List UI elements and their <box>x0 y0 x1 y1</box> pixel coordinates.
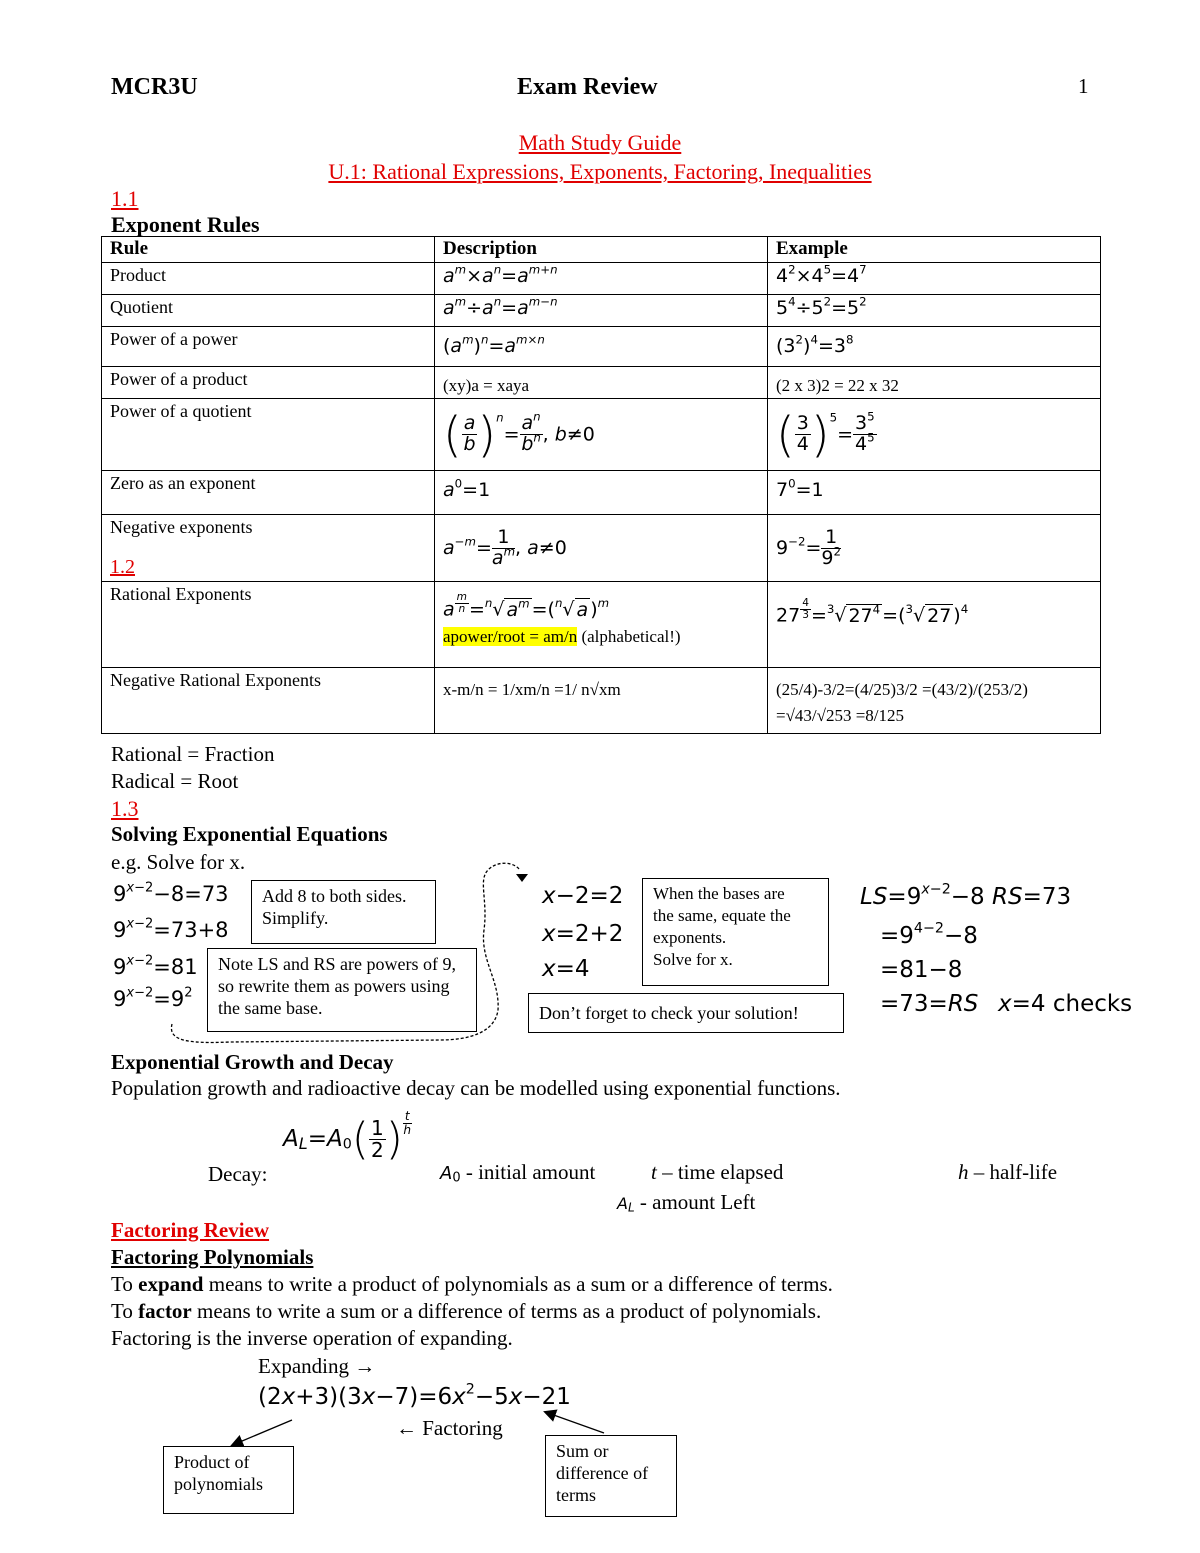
check-step-3: =73=RS <box>880 991 979 1017</box>
initial-amount-legend: $A_0$ - initial amount <box>440 1160 596 1186</box>
exponent-equation-3: x=4 <box>542 956 590 982</box>
half-life-legend: h – half-life <box>958 1160 1058 1184</box>
rational-exponent-mnemonic: apower/root = am/n <box>443 626 578 646</box>
col-header-rule: Rule <box>102 237 435 263</box>
equation-step-2: $9^{x-2}=73+8$ <box>113 916 229 942</box>
table-row: Quotient $a^m\div a^n=a^{m-n}$ $5^4\div 5^2=5^2$ <box>102 295 1101 327</box>
section-1-3: 1.3 <box>111 796 139 821</box>
table-row: Negative Rational Exponents x-m/n = 1/xm/n =1/ n√xm (25/4)-3/2=(4/25)3/2 =(43/2)/(253/2) =√43/√253 =8/125 <box>102 668 1101 734</box>
rational-definition: Rational = Fraction <box>111 742 275 766</box>
table-row: Rational Exponents a $^{\frac{m}{n}}$ =$^n$√ $a^m =(^n√$ a )$^m$ apower/root = am/n (alphabetical!) 27 $^{\frac{4}{3}}$ =$^3$√ $27^4 =(^3√$ 27 )$^4$ <box>102 582 1101 668</box>
table-row: Product $a^m\times a^n=a^{m+n}$ $4^2\times 4^5=4^7$ <box>102 263 1101 295</box>
exponent-equation-2: x=2+2 <box>542 921 624 947</box>
arrow-to-product <box>235 1420 292 1444</box>
dashed-arrow <box>171 863 520 1042</box>
inverse-operation-note: Factoring is the inverse operation of expanding. <box>111 1326 513 1350</box>
equation-step-1: $9^{x-2}-8=73$ <box>113 880 229 906</box>
exponent-equation-1: x−2=2 <box>542 883 624 909</box>
table-row: Power of a quotient ( $\frac{a}{b}$ )$^n$= $\frac{a^n}{b^n}$ , b≠0 ( $\frac{3}{4}$ )$^5$= $\frac{3^5}{4^5}$ <box>102 399 1101 471</box>
growth-decay-heading: Exponential Growth and Decay <box>111 1050 394 1074</box>
expand-definition: To expand means to write a product of polynomials as a sum or a difference of terms. <box>111 1272 833 1296</box>
check-ls-rs: $LS=9^{x-2}-8$ RS=73 <box>860 881 1072 910</box>
page-number: 1 <box>1078 74 1089 98</box>
solving-heading: Solving Exponential Equations <box>111 822 388 846</box>
exponent-rules-heading: Exponent Rules <box>111 212 260 237</box>
equation-step-4: $9^{x-2}=9^2$ <box>113 985 193 1011</box>
col-header-example: Example <box>768 237 1101 263</box>
table-row: Zero as an exponent $a^0=1$ $7^0=1$ <box>102 471 1101 515</box>
table-row: Power of a product (xy)a = xaya (2 x 3)2 = 22 x 32 <box>102 367 1101 399</box>
check-step-2: =81−8 <box>880 957 963 983</box>
factoring-polynomials-heading: Factoring Polynomials <box>111 1245 314 1269</box>
product-of-polynomials-box: Product of polynomials <box>163 1446 294 1514</box>
amount-left-legend: $A_L$ - amount Left <box>617 1190 756 1215</box>
equation-step-3: $9^{x-2}=81$ <box>113 953 198 979</box>
page-title: Exam Review <box>517 74 658 100</box>
equate-exponents-note-box: When the bases are the same, equate the exponents. Solve for x. <box>642 878 829 986</box>
section-1-1: 1.1 <box>111 186 139 211</box>
arrow-to-sum <box>548 1413 604 1433</box>
dashed-arrow-head <box>516 874 528 882</box>
course-code: MCR3U <box>111 74 198 100</box>
table-row: Negative exponents 1.2 $a^{-m}=$ $\frac{1}{a^m}$ , a≠0 $9^{-2}=$ $\frac{1}{9^2}$ <box>102 515 1101 582</box>
time-elapsed-legend: t – time elapsed <box>651 1160 784 1184</box>
powers-of-9-note-box: Note LS and RS are powers of 9, so rewrite them as powers using the same base. <box>207 948 477 1032</box>
section-1-2: 1.2 <box>110 556 135 578</box>
factor-definition: To factor means to write a sum or a difference of terms as a product of polynomials. <box>111 1299 822 1323</box>
factoring-review-heading: Factoring Review <box>111 1218 270 1242</box>
check-step-1: $=9^{4-2}-8$ <box>880 920 978 949</box>
decay-label: Decay: <box>208 1162 268 1186</box>
growth-decay-description: Population growth and radioactive decay can be modelled using exponential functions. <box>111 1076 841 1100</box>
check-solution-note-box: Don’t forget to check your solution! <box>528 993 844 1033</box>
expanding-label: Expanding → <box>258 1354 376 1378</box>
table-row: Power of a power $(a^m)^n=a^{m\times n}$ $(3^2)^4=3^8$ <box>102 327 1101 367</box>
add-8-note-box: Add 8 to both sides. Simplify. <box>251 880 436 944</box>
unit-title: U.1: Rational Expressions, Exponents, Factoring, Inequalities <box>328 159 872 184</box>
check-result: x=4 checks <box>998 991 1133 1017</box>
solve-example-label: e.g. Solve for x. <box>111 850 246 874</box>
radical-definition: Radical = Root <box>111 769 239 793</box>
study-guide-title: Math Study Guide <box>518 130 682 155</box>
decay-formula: $A_L=A_0$( $\frac{1}{2}$ ) $^{\frac{t}{h}}$ <box>283 1109 412 1165</box>
factoring-label: ← Factoring <box>396 1416 503 1440</box>
sum-or-difference-box: Sum or difference of terms <box>545 1435 677 1517</box>
col-header-description: Description <box>435 237 768 263</box>
factoring-example-equation: $(2x+3)(3x-7)=6x^2-5x-21$ <box>258 1381 571 1410</box>
